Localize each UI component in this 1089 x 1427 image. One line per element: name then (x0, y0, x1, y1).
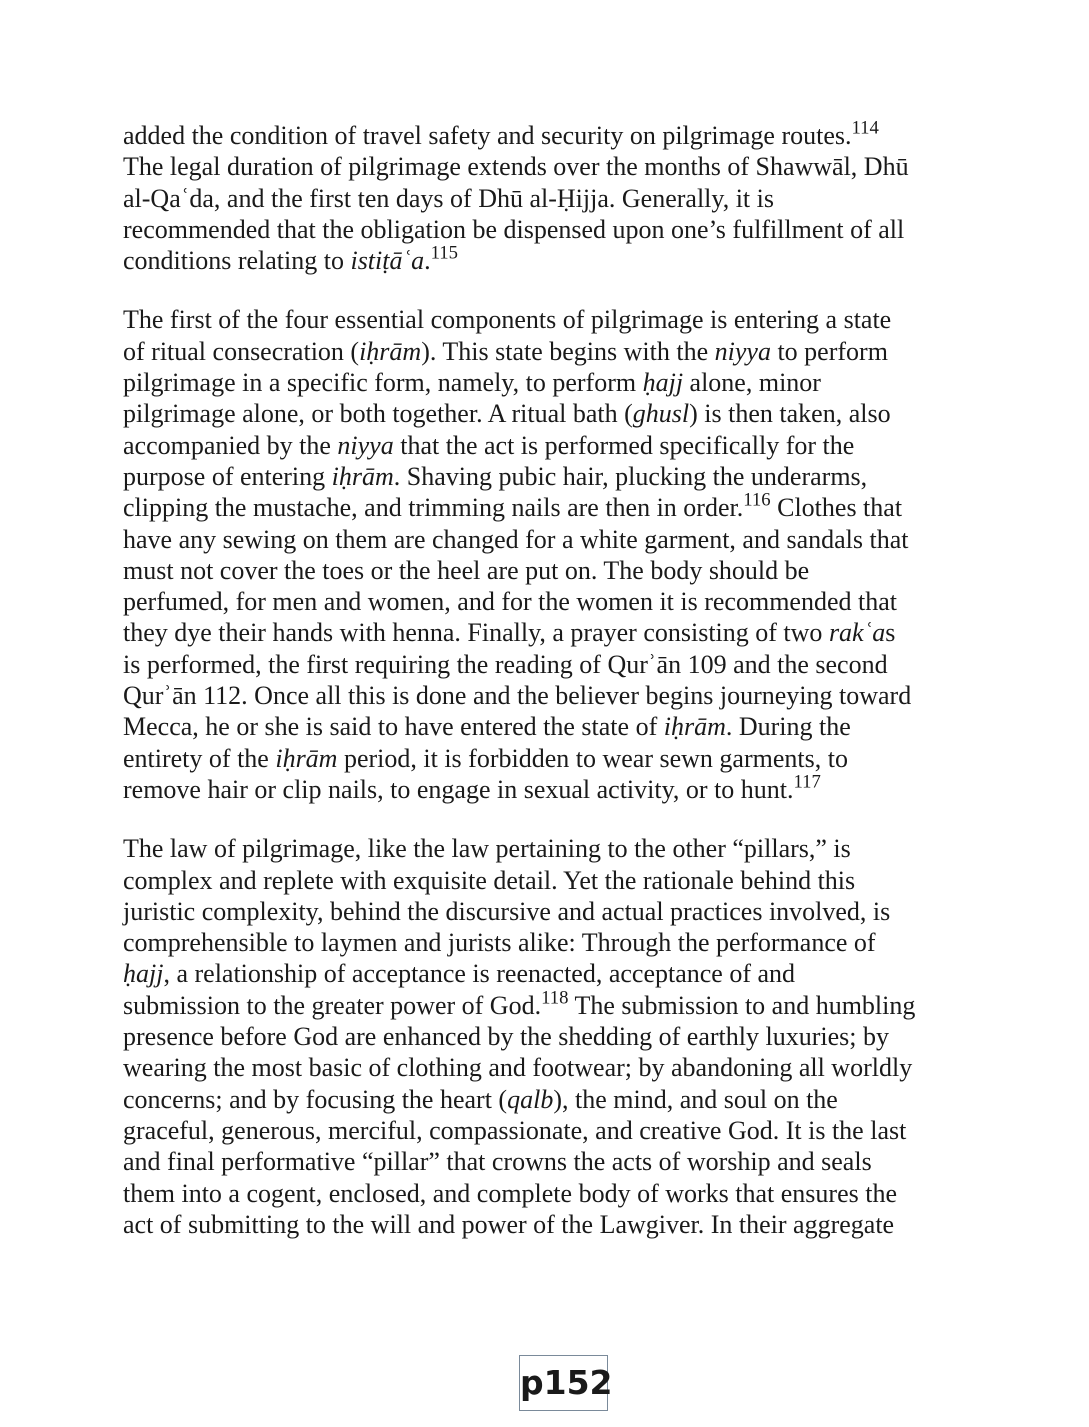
text-line (123, 1084, 963, 1115)
text-run: is performed, the first requiring the reading of Qurʾān 109 and the second (123, 649, 888, 679)
text-line (123, 586, 963, 617)
italic-term: iḥrām (359, 336, 422, 366)
text-line (123, 242, 963, 276)
footnote-marker: 118 (541, 987, 569, 1009)
body-text (123, 117, 963, 1268)
text-run: added the condition of travel safety and security on pilgrimage routes. (123, 121, 852, 150)
text-run: The submission to and humbling (568, 990, 916, 1020)
text-line (123, 1178, 963, 1209)
text-run: al-Qaʿda, and the first ten days of Dhū al-Ḥijja. Generally, it is (123, 183, 774, 213)
footnote-marker: 116 (743, 489, 771, 511)
text-line (123, 117, 963, 151)
text-run: concerns; and by focusing the heart ( (123, 1084, 508, 1114)
text-line (123, 680, 963, 711)
text-run: of ritual consecration ( (123, 336, 360, 366)
text-line (123, 1146, 963, 1177)
text-run: must not cover the toes or the heel are put on. The body should be (123, 555, 810, 585)
text-run: entirety of the (123, 743, 276, 773)
italic-term: niyya (714, 336, 771, 366)
text-run: pilgrimage in a specific form, namely, to perform (123, 368, 643, 398)
text-line (123, 398, 963, 429)
italic-term: iḥrām (331, 461, 394, 491)
italic-term: iḥrām (275, 743, 338, 773)
text-line (123, 617, 963, 648)
text-line (123, 927, 963, 958)
text-line (123, 865, 963, 896)
text-run: Clothes that (770, 493, 903, 523)
text-line (123, 367, 963, 398)
text-line (123, 1052, 963, 1083)
text-run: ) is then taken, also (689, 399, 891, 429)
text-run: ). This state begins with the (421, 336, 715, 366)
text-run: act of submitting to the will and power of the Lawgiver. In their aggregate (123, 1209, 895, 1239)
footnote-marker: 114 (851, 117, 879, 139)
italic-term: iḥrām (663, 712, 726, 742)
text-run: presence before God are enhanced by the shedding of earthly luxuries; by (123, 1022, 889, 1052)
text-run: juristic complexity, behind the discursive and actual practices involved, is (123, 896, 891, 926)
text-line (123, 1115, 963, 1146)
text-run: The first of the four essential components of pilgrimage is entering a state (123, 305, 892, 335)
text-run: . Shaving pubic hair, plucking the underarms, (393, 461, 868, 491)
text-line (123, 151, 963, 182)
italic-term: niyya (337, 430, 394, 460)
text-line (123, 336, 963, 367)
text-run: they dye their hands with henna. Finally, a prayer consisting of two (123, 618, 829, 648)
text-line (123, 430, 963, 461)
text-run: complex and replete with exquisite detail. Yet the rationale behind this (123, 865, 856, 895)
italic-term: rakʿa (828, 618, 886, 648)
text-line (123, 555, 963, 586)
text-line (123, 489, 963, 523)
text-run: clipping the mustache, and trimming nails are then in order. (123, 493, 744, 523)
page-number-label: p152 (519, 1355, 608, 1411)
text-run: . (424, 246, 431, 276)
text-run: purpose of entering (123, 461, 332, 491)
text-run: , a relationship of acceptance is reenacted, acceptance of and (163, 959, 796, 989)
text-run: ), the mind, and soul on the (553, 1084, 838, 1114)
text-run: accompanied by the (123, 430, 338, 460)
text-line (123, 987, 963, 1021)
text-run: wearing the most basic of clothing and footwear; by abandoning all worldly (123, 1053, 913, 1083)
text-line (123, 896, 963, 927)
text-line (123, 1209, 963, 1240)
text-run: them into a cogent, enclosed, and complete body of works that ensures the (123, 1178, 898, 1208)
text-line (123, 461, 963, 492)
text-run: have any sewing on them are changed for a white garment, and sandals that (123, 524, 909, 554)
text-run: and final performative “pillar” that crowns the acts of worship and seals (123, 1147, 872, 1177)
text-run: recommended that the obligation be dispensed upon one’s fulfillment of all (123, 214, 905, 244)
text-line (123, 743, 963, 774)
paragraph (123, 304, 963, 805)
italic-term: ḥajj (642, 368, 684, 398)
footnote-marker: 117 (793, 771, 821, 793)
text-run: submission to the greater power of God. (123, 990, 542, 1020)
text-line (123, 958, 963, 989)
text-run: pilgrimage alone, or both together. A ritual bath ( (123, 399, 633, 429)
italic-term: ḥajj (123, 959, 164, 989)
footnote-marker: 115 (430, 242, 459, 264)
text-run: . During the (725, 712, 851, 742)
text-run: s (885, 618, 896, 648)
text-run: Qurʾān 112. Once all this is done and the believer begins journeying toward (123, 681, 912, 711)
text-run: perfumed, for men and women, and for the women it is recommended that (123, 587, 897, 617)
text-line (123, 304, 963, 335)
italic-term: istiṭāʿa (350, 246, 425, 276)
paragraph (123, 833, 963, 1240)
text-line (123, 183, 963, 214)
text-run: to perform (770, 336, 888, 366)
text-line (123, 771, 963, 805)
text-run: that the act is performed specifically for the (393, 430, 855, 460)
text-line (123, 833, 963, 864)
text-run: The law of pilgrimage, like the law pertaining to the other “pillars,” is (123, 834, 851, 864)
text-line (123, 214, 963, 245)
italic-term: ghusl (632, 399, 690, 429)
text-line (123, 649, 963, 680)
text-run: Mecca, he or she is said to have entered the state of (123, 712, 664, 742)
text-line (123, 1021, 963, 1052)
text-run: comprehensible to laymen and jurists alike: Through the performance of (123, 928, 876, 958)
text-line (123, 711, 963, 742)
text-run: remove hair or clip nails, to engage in sexual activity, or to hunt. (123, 774, 794, 804)
text-run: The legal duration of pilgrimage extends over the months of Shawwāl, Dhū (123, 152, 909, 182)
paragraph (123, 117, 963, 276)
text-run: period, it is forbidden to wear sewn garments, to (337, 743, 848, 773)
text-run: conditions relating to (123, 246, 351, 276)
text-run: alone, minor (683, 368, 821, 398)
italic-term: qalb (507, 1084, 554, 1114)
text-line (123, 524, 963, 555)
text-run: graceful, generous, merciful, compassionate, and creative God. It is the last (123, 1115, 907, 1145)
